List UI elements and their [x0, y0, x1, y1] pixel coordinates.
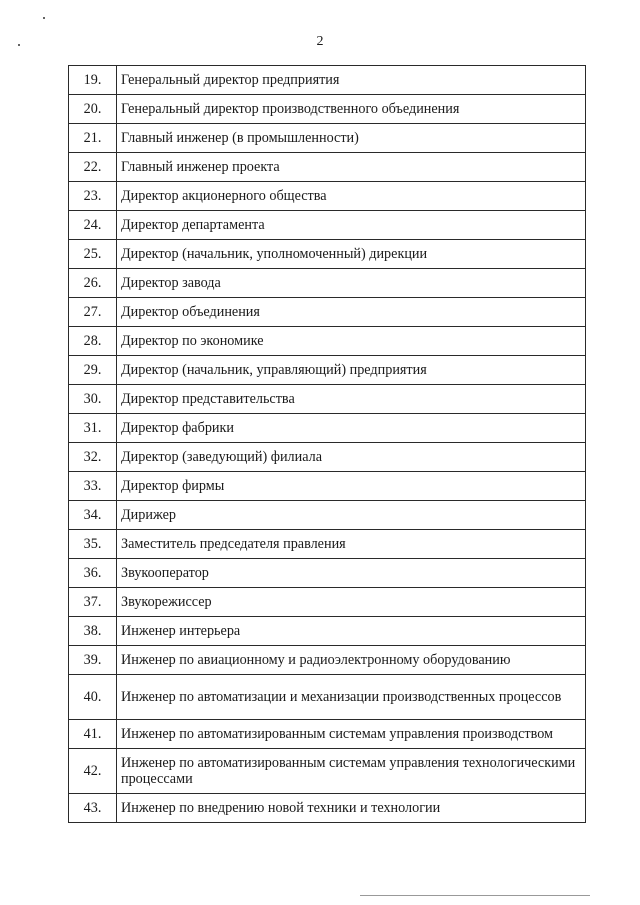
- table-row: [69, 559, 586, 588]
- table-row: [69, 617, 586, 646]
- position-title: Директор департамента: [117, 211, 586, 240]
- table-row: [69, 675, 586, 720]
- row-number: 32.: [69, 443, 117, 472]
- table-row: [69, 298, 586, 327]
- row-number: 36.: [69, 559, 117, 588]
- row-number: 34.: [69, 501, 117, 530]
- row-number: 33.: [69, 472, 117, 501]
- position-title: Директор объединения: [117, 298, 586, 327]
- row-number: 21.: [69, 124, 117, 153]
- position-title: Директор по экономике: [117, 327, 586, 356]
- row-number: 23.: [69, 182, 117, 211]
- row-number: 27.: [69, 298, 117, 327]
- position-title: Директор представительства: [117, 385, 586, 414]
- position-title: Инженер по автоматизированным системам управления производством: [117, 720, 586, 749]
- row-number: 19.: [69, 66, 117, 95]
- position-title: Дирижер: [117, 501, 586, 530]
- table-row: [69, 95, 586, 124]
- table-row: [69, 124, 586, 153]
- position-title: Главный инженер (в промышленности): [117, 124, 586, 153]
- position-title: Директор фабрики: [117, 414, 586, 443]
- table-row: [69, 646, 586, 675]
- scan-speck: [43, 17, 45, 19]
- row-number: 20.: [69, 95, 117, 124]
- row-number: 43.: [69, 794, 117, 823]
- positions-table-body: [69, 66, 586, 823]
- page-number: 2: [316, 34, 324, 49]
- row-number: 40.: [69, 675, 117, 720]
- table-row: [69, 240, 586, 269]
- row-number: 24.: [69, 211, 117, 240]
- position-title: Директор фирмы: [117, 472, 586, 501]
- table-row: [69, 443, 586, 472]
- table-row: [69, 182, 586, 211]
- position-title: Инженер интерьера: [117, 617, 586, 646]
- position-title: Директор завода: [117, 269, 586, 298]
- table-row: [69, 472, 586, 501]
- table-row: [69, 269, 586, 298]
- table-row: [69, 385, 586, 414]
- table-row: [69, 211, 586, 240]
- position-title: Инженер по автоматизации и механизации производственных процессов: [117, 675, 586, 720]
- row-number: 42.: [69, 749, 117, 794]
- table-row: [69, 588, 586, 617]
- position-title: Инженер по автоматизированным системам управления технологическими процессами: [117, 749, 586, 794]
- table-row: [69, 720, 586, 749]
- row-number: 25.: [69, 240, 117, 269]
- row-number: 38.: [69, 617, 117, 646]
- row-number: 29.: [69, 356, 117, 385]
- table-row: [69, 501, 586, 530]
- position-title: Звукорежиссер: [117, 588, 586, 617]
- position-title: Директор (заведующий) филиала: [117, 443, 586, 472]
- position-title: Директор (начальник, управляющий) предприятия: [117, 356, 586, 385]
- table-row: [69, 749, 586, 794]
- table-row: [69, 153, 586, 182]
- row-number: 35.: [69, 530, 117, 559]
- table-row: [69, 356, 586, 385]
- table-row: [69, 414, 586, 443]
- position-title: Инженер по внедрению новой техники и технологии: [117, 794, 586, 823]
- row-number: 30.: [69, 385, 117, 414]
- row-number: 28.: [69, 327, 117, 356]
- table-row: [69, 530, 586, 559]
- position-title: Инженер по авиационному и радиоэлектронному оборудованию: [117, 646, 586, 675]
- row-number: 26.: [69, 269, 117, 298]
- position-title: Звукооператор: [117, 559, 586, 588]
- table-row: [69, 327, 586, 356]
- table-row: [69, 66, 586, 95]
- positions-table: [68, 65, 586, 823]
- row-number: 22.: [69, 153, 117, 182]
- row-number: 39.: [69, 646, 117, 675]
- position-title: Генеральный директор производственного объединения: [117, 95, 586, 124]
- row-number: 37.: [69, 588, 117, 617]
- table-row: [69, 794, 586, 823]
- position-title: Директор (начальник, уполномоченный) дирекции: [117, 240, 586, 269]
- position-title: Генеральный директор предприятия: [117, 66, 586, 95]
- row-number: 31.: [69, 414, 117, 443]
- row-number: 41.: [69, 720, 117, 749]
- position-title: Главный инженер проекта: [117, 153, 586, 182]
- position-title: Директор акционерного общества: [117, 182, 586, 211]
- scan-edge-line: [360, 895, 590, 896]
- position-title: Заместитель председателя правления: [117, 530, 586, 559]
